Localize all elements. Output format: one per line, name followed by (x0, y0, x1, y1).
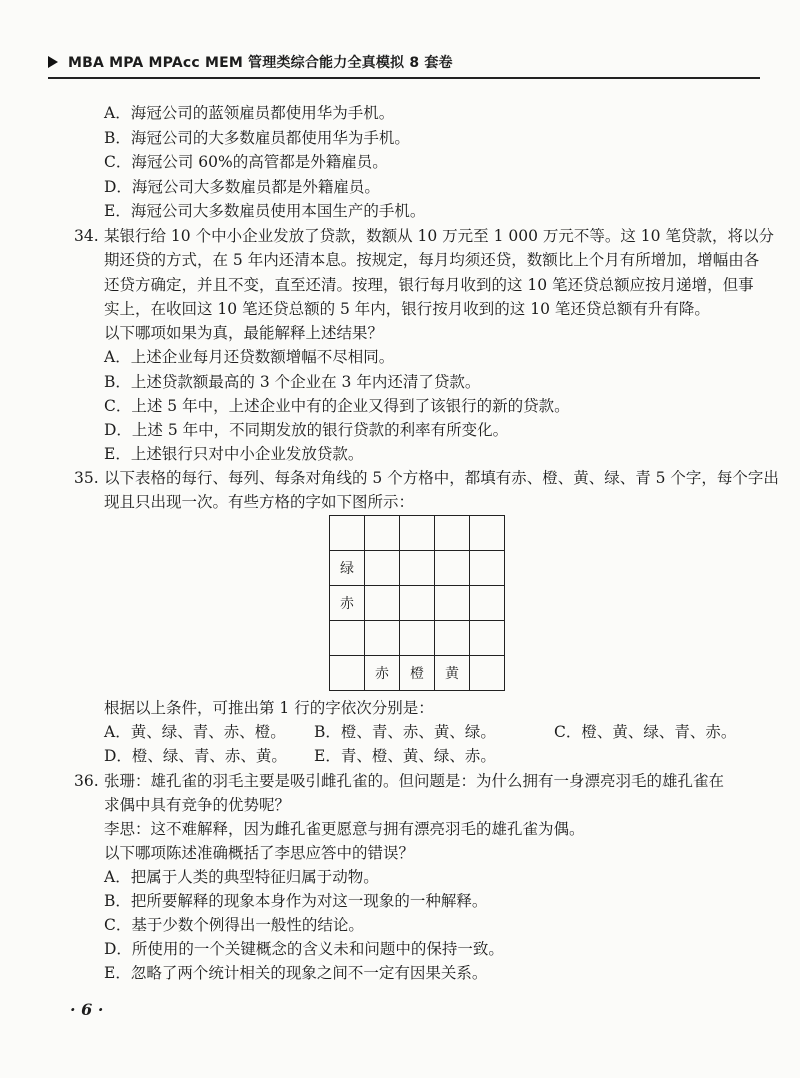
q34-option-c: C．上述 5 年中，上述企业中有的企业又得到了该银行的新的贷款。 (104, 397, 570, 415)
triangle-marker-icon (48, 56, 58, 68)
q35-question: 根据以上条件，可推出第 1 行的字依次分别是： (104, 699, 434, 717)
q36-question: 以下哪项陈述准确概括了李思应答中的错误？ (104, 844, 415, 862)
page-number: · 6 · (70, 1000, 104, 1019)
q35-option-c: C．橙、黄、绿、青、赤。 (554, 723, 737, 741)
grid-cell (470, 621, 505, 656)
grid-cell (400, 621, 435, 656)
grid-row (330, 656, 505, 691)
grid-cell (470, 586, 505, 621)
q36-line-2: 求偶中具有竞争的优势呢？ (104, 796, 291, 814)
grid-cell (365, 551, 400, 586)
grid-cell (435, 516, 470, 551)
grid-cell (470, 551, 505, 586)
grid-cell (400, 586, 435, 621)
grid-row (330, 551, 505, 586)
color-grid (329, 515, 505, 691)
grid-cell (435, 551, 470, 586)
grid-cell: 赤 (330, 586, 365, 621)
grid-cell (330, 516, 365, 551)
grid-cell (470, 656, 505, 691)
q35-line-1: 以下表格的每行、每列、每条对角线的 5 个方格中，都填有赤、橙、黄、绿、青 5 个字，每个字出 (104, 469, 779, 487)
q34-line-1: 某银行给 10 个中小企业发放了贷款，数额从 10 万元至 1 000 万元不等。这 10 笔贷款，将以分 (104, 227, 774, 245)
grid-cell (330, 656, 365, 691)
q36-option-a: A．把属于人类的典型特征归属于动物。 (104, 868, 379, 886)
q33-option-c: C．海冠公司 60%的高管都是外籍雇员。 (104, 153, 388, 171)
q34-option-b: B．上述贷款额最高的 3 个企业在 3 年内还清了贷款。 (104, 373, 481, 391)
q34-option-e: E．上述银行只对中小企业发放贷款。 (104, 445, 364, 463)
grid-row (330, 516, 505, 551)
q33-option-e: E．海冠公司大多数雇员使用本国生产的手机。 (104, 202, 426, 220)
q36-line-3: 李思：这不难解释，因为雌孔雀更愿意与拥有漂亮羽毛的雄孔雀为偶。 (104, 820, 585, 838)
grid-cell (365, 516, 400, 551)
q34-line-2: 期还贷的方式，在 5 年内还清本息。按规定，每月均须还贷，数额比上个月有所增加，增幅由各 (104, 251, 760, 269)
grid-cell: 黄 (435, 656, 470, 691)
grid-cell (435, 586, 470, 621)
q35-option-a: A．黄、绿、青、赤、橙。 (104, 723, 286, 741)
q33-option-b: B．海冠公司的大多数雇员都使用华为手机。 (104, 129, 410, 147)
q36-number: 36. (74, 772, 99, 790)
q35-option-e: E．青、橙、黄、绿、赤。 (314, 747, 496, 765)
q34-number: 34. (74, 227, 99, 245)
q35-option-d: D．橙、绿、青、赤、黄。 (104, 747, 287, 765)
grid-cell (365, 586, 400, 621)
grid-cell (400, 516, 435, 551)
q34-line-4: 实上，在收回这 10 笔还贷总额的 5 年内，银行按月收到的这 10 笔还贷总额有升有降。 (104, 300, 710, 318)
q36-option-c: C．基于少数个例得出一般性的结论。 (104, 916, 364, 934)
q36-line-1: 张珊：雄孔雀的羽毛主要是吸引雌孔雀的。但问题是：为什么拥有一身漂亮羽毛的雄孔雀在 (104, 772, 725, 790)
grid-cell: 橙 (400, 656, 435, 691)
grid-cell: 绿 (330, 551, 365, 586)
q36-option-e: E．忽略了两个统计相关的现象之间不一定有因果关系。 (104, 964, 488, 982)
grid-cell (365, 621, 400, 656)
header-title: MBA MPA MPAcc MEM 管理类综合能力全真模拟 8 套卷 (68, 55, 453, 71)
grid-row (330, 586, 505, 621)
grid-cell (470, 516, 505, 551)
q35-number: 35. (74, 469, 99, 487)
q35-line-2: 现且只出现一次。有些方格的字如下图所示： (104, 493, 415, 511)
q33-option-d: D．海冠公司大多数雇员都是外籍雇员。 (104, 178, 380, 196)
q34-option-d: D．上述 5 年中，不同期发放的银行贷款的利率有所变化。 (104, 421, 509, 439)
q36-option-b: B．把所要解释的现象本身作为对这一现象的一种解释。 (104, 892, 488, 910)
grid-cell (400, 551, 435, 586)
q33-option-a: A．海冠公司的蓝领雇员都使用华为手机。 (104, 104, 395, 122)
q34-line-3: 还贷方确定，并且不变，直至还清。按理，银行每月收到的这 10 笔还贷总额应按月递增，但事 (104, 276, 754, 294)
grid-row (330, 621, 505, 656)
page-header (48, 52, 760, 79)
q34-question: 以下哪项如果为真，最能解释上述结果？ (104, 324, 384, 342)
grid-cell (435, 621, 470, 656)
grid-cell: 赤 (365, 656, 400, 691)
q36-option-d: D．所使用的一个关键概念的含义未和问题中的保持一致。 (104, 940, 504, 958)
grid-cell (330, 621, 365, 656)
q34-option-a: A．上述企业每月还贷数额增幅不尽相同。 (104, 348, 395, 366)
q35-option-b: B．橙、青、赤、黄、绿。 (314, 723, 496, 741)
